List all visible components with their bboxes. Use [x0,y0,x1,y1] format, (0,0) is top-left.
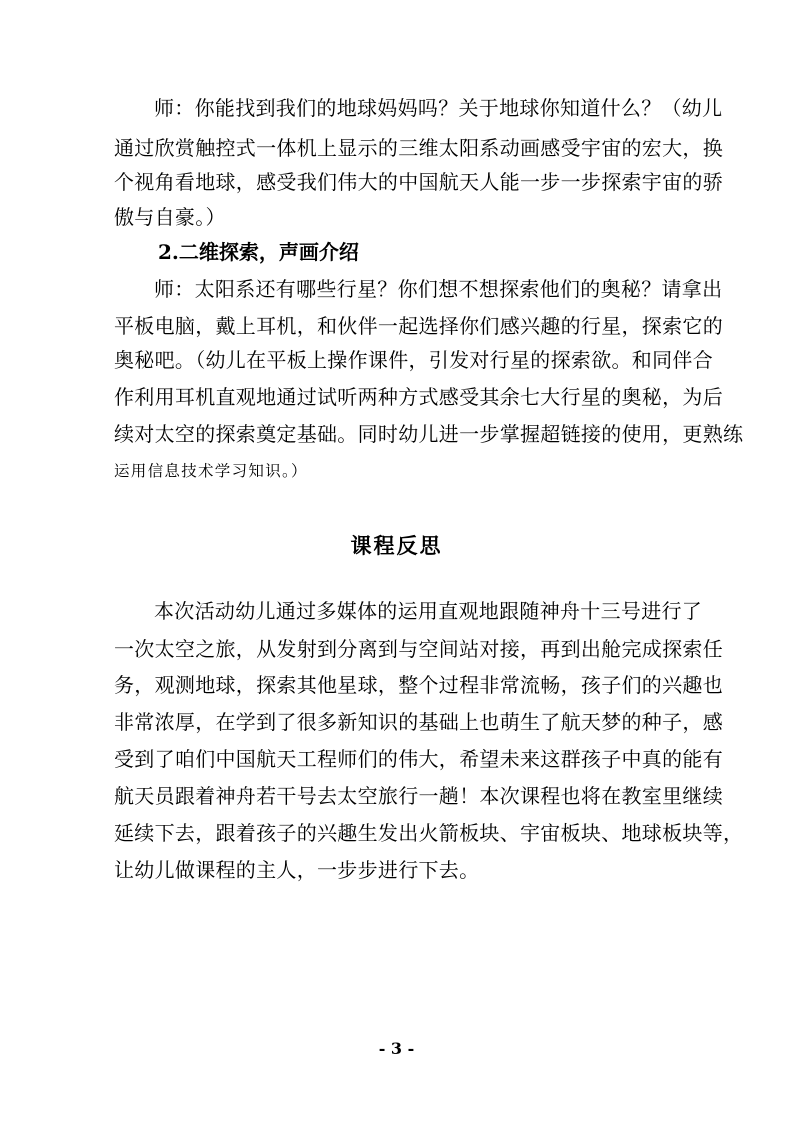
paragraph-line: 作利用耳机直观地通过试听两种方式感受其余七大行星的奥秘，为后 [114,385,723,409]
paragraph-line: 奥秘吧。（幼儿在平板上操作课件，引发对行星的探索欲。和同伴合 [114,348,713,372]
reflection-line: 航天员跟着神舟若干号去太空旅行一趟！本次课程也将在教室里继续 [114,784,723,808]
reflection-line: 延续下去，跟着孩子的兴趣生发出火箭板块、宇宙板块、地球板块等， [114,821,744,845]
paragraph-line: 通过欣赏触控式一体机上显示的三维太阳系动画感受宇宙的宏大，换 [114,136,723,160]
reflection-line: 本次活动幼儿通过多媒体的运用直观地跟随神舟十三号进行了 [154,599,703,623]
subsection-heading: 2.二维探索，声画介绍 [158,240,359,264]
reflection-line: 让幼儿做课程的主人，一步步进行下去。 [114,858,480,882]
reflection-line: 务，观测地球，探索其他星球，整个过程非常流畅，孩子们的兴趣也 [114,673,723,697]
paragraph-line: 运用信息技术学习知识。） [114,462,308,480]
paragraph-line: 个视角看地球，感受我们伟大的中国航天人能一步一步探索宇宙的骄 [114,170,723,194]
section-title: 课程反思 [350,533,443,558]
paragraph-line: 师：你能找到我们的地球妈妈吗？关于地球你知道什么？（幼儿 [154,96,723,120]
reflection-line: 一次太空之旅，从发射到分离到与空间站对接，再到出舱完成探索任 [114,637,723,661]
reflection-line: 非常浓厚，在学到了很多新知识的基础上也萌生了航天梦的种子，感 [114,710,723,734]
paragraph-line: 平板电脑，戴上耳机，和伙伴一起选择你们感兴趣的行星，探索它的 [114,314,723,338]
reflection-line: 受到了咱们中国航天工程师们的伟大，希望未来这群孩子中真的能有 [114,747,723,771]
paragraph-line: 续对太空的探索奠定基础。同时幼儿进一步掌握超链接的使用，更熟练 [114,422,744,446]
page-number: - 3 - [378,1039,415,1058]
paragraph-line: 师：太阳系还有哪些行星？你们想不想探索他们的奥秘？请拿出 [154,277,723,301]
paragraph-line: 傲与自豪。） [114,205,226,229]
